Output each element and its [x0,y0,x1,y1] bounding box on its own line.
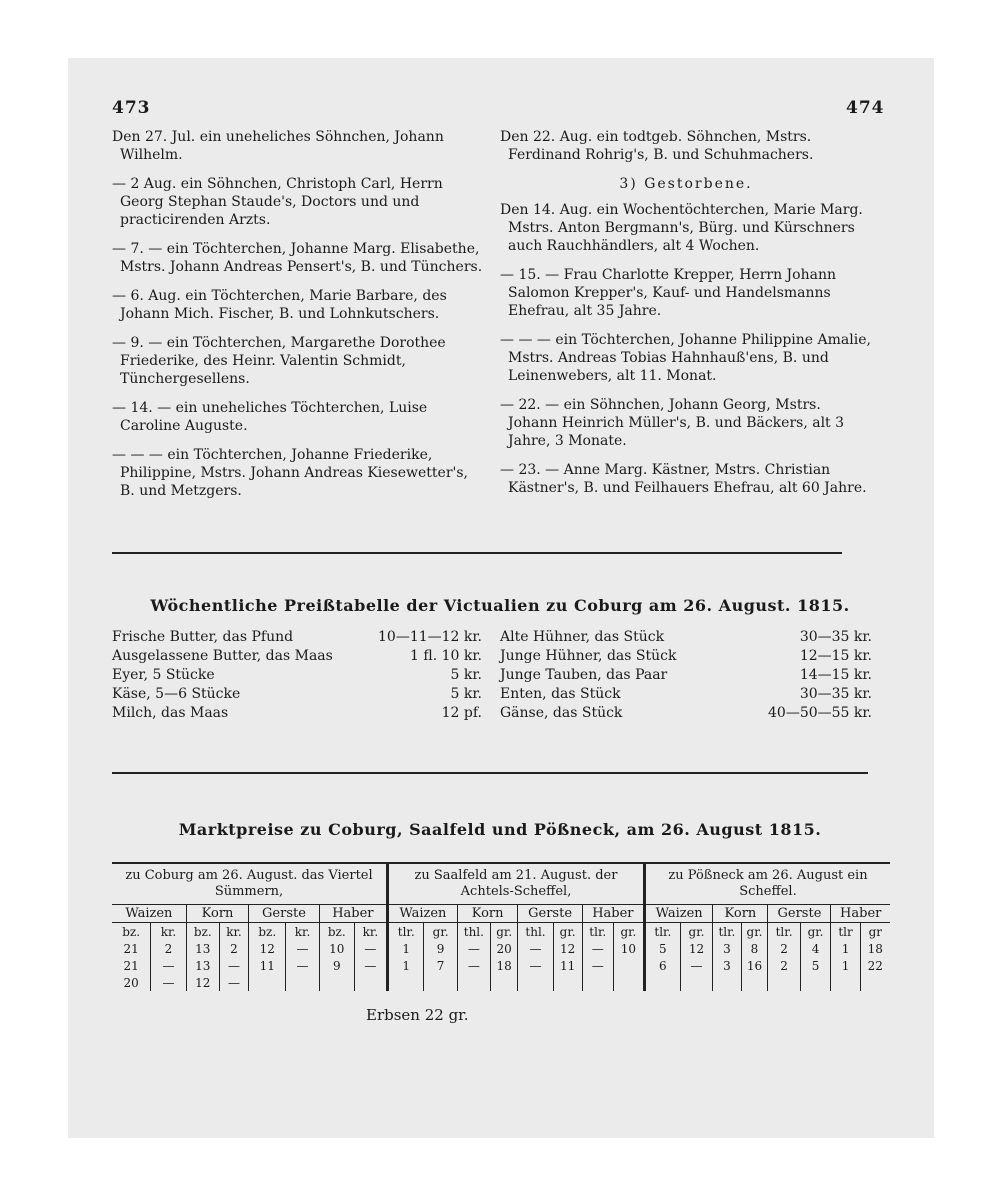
unit-label: tlr. [713,923,741,941]
table-cell: 18 [490,957,518,974]
table-cell: 12 [186,974,219,991]
unit-label: kr. [219,923,249,941]
divider-rule [112,772,868,774]
price-item: Gänse, das Stück [500,705,623,721]
unit-label: thl. [457,923,490,941]
table-cell [319,974,354,991]
entry: — 23. — Anne Marg. Kästner, Mstrs. Christian Kästner's, B. und Feilhauers Ehefrau, alt 60 Jahre. [500,462,867,496]
price-value: 30—35 kr. [799,686,872,702]
table-row [112,940,890,957]
table-cell [800,974,831,991]
entry: — 6. Aug. ein Töchterchen, Marie Barbare, des Johann Mich. Fischer, B. und Lohnkutschers. [112,288,447,322]
table-cell: 1 [388,940,424,957]
entry: — 15. — Frau Charlotte Krepper, Herrn Johann Salomon Krepper's, Kauf- und Handelsmanns Ehefrau, alt 35 Jahre. [500,267,836,319]
table-cell [354,974,387,991]
price-item: Eyer, 5 Stücke [112,667,215,683]
table-cell: 2 [219,940,249,957]
price-row [500,628,872,647]
unit-label: gr. [553,923,582,941]
price-row [500,685,872,704]
table-cell [831,974,860,991]
price-value: 40—50—55 kr. [768,705,872,721]
grain-header-row [112,905,890,923]
grain-label: Gerste [249,905,319,923]
price-value: 10—11—12 kr. [378,629,482,645]
table-cell: 7 [424,957,457,974]
table-cell: — [457,957,490,974]
table-cell: — [354,940,387,957]
table-cell: 2 [151,940,187,957]
table-cell: 4 [800,940,831,957]
unit-label: tlr. [388,923,424,941]
grain-label: Waizen [112,905,186,923]
table-cell: 11 [249,957,286,974]
table-row [112,974,890,991]
table-cell: — [457,940,490,957]
table-cell: 10 [613,940,644,957]
price-item: Ausgelassene Butter, das Maas [112,648,333,664]
table-cell: 13 [186,957,219,974]
table-cell [457,974,490,991]
price-row [500,666,872,685]
table-cell: 1 [831,940,860,957]
table-cell: 8 [741,940,768,957]
table-cell: 2 [768,940,800,957]
unit-label: tlr. [645,923,681,941]
entry: — 14. — ein uneheliches Töchterchen, Luise Caroline Auguste. [112,400,428,434]
price-row [112,685,482,704]
table-cell: 21 [123,941,139,956]
table-cell: — [680,957,713,974]
entry: — 2 Aug. ein Söhnchen, Christoph Carl, Herrn Georg Stephan Staude's, Doctors und und practicirenden Arzts. [112,176,443,228]
table-cell: 5 [645,940,681,957]
price-item: Junge Tauben, das Paar [500,667,668,683]
market-footer: Erbsen 22 gr. [366,1006,469,1024]
entry: — — — ein Töchterchen, Johanne Philippine Amalie, Mstrs. Andreas Tobias Hahnhauß'ens, B. und Leinenwebers, alt 11. Monat. [500,332,871,384]
right-column [500,128,872,508]
price-item: Alte Hühner, das Stück [500,629,665,645]
entry: Den 14. Aug. ein Wochentöchterchen, Marie Marg. Mstrs. Anton Bergmann's, Bürg. und Kürschners auch Rauchhändlers, alt 4 Wochen. [500,202,863,254]
table-cell: — [286,940,319,957]
table-cell: 5 [800,957,831,974]
table-cell [645,974,681,991]
section-heading: 3) Gestorbene. [619,176,753,192]
table-cell: — [518,957,553,974]
table-cell [249,974,286,991]
table-cell [424,974,457,991]
price-row [500,704,872,723]
table-cell: 20 [490,940,518,957]
unit-label: gr. [424,923,457,941]
unit-label: thl. [518,923,553,941]
unit-label: bz. [319,923,354,941]
table-cell: 22 [860,957,890,974]
unit-label: gr. [741,923,768,941]
table-cell: — [582,940,613,957]
table-cell [490,974,518,991]
table-cell: 3 [713,957,741,974]
unit-label: kr. [286,923,319,941]
unit-label: gr. [490,923,518,941]
table-cell [768,974,800,991]
table-cell: — [219,957,249,974]
grain-label: Gerste [518,905,582,923]
group-heading-coburg: zu Coburg am 26. August. das Viertel Sümmern, [112,863,388,905]
table-cell: 12 [680,940,713,957]
group-heading-poessneck: zu Pößneck am 26. August ein Scheffel. [645,863,891,905]
table-cell: 9 [424,940,457,957]
table-cell: 12 [553,940,582,957]
table-cell: 6 [645,957,681,974]
grain-label: Haber [831,905,890,923]
grain-label: Korn [457,905,518,923]
group-heading-saalfeld: zu Saalfeld am 21. August. der Achtels-Scheffel, [388,863,645,905]
table-cell [286,974,319,991]
unit-label: tlr. [582,923,613,941]
market-title: Marktpreise zu Coburg, Saalfeld und Pößneck, am 26. August 1815. [178,820,822,839]
price-item: Milch, das Maas [112,705,229,721]
price-value: 1 fl. 10 kr. [410,648,482,664]
price-row [112,647,482,666]
grain-label: Gerste [768,905,831,923]
entry: — 9. — ein Töchterchen, Margarethe Dorothee Friederike, des Heinr. Valentin Schmidt, Tünchergesellens. [112,335,446,387]
table-cell [680,974,713,991]
price-value: 12—15 kr. [799,648,872,664]
table-cell: 11 [553,957,582,974]
price-table-title: Wöchentliche Preißtabelle der Victualien zu Coburg am 26. August. 1815. [150,596,850,615]
grain-label: Haber [319,905,387,923]
table-cell [388,974,424,991]
price-value: 12 pf. [441,705,482,721]
table-cell [582,974,613,991]
table-cell: 1 [388,957,424,974]
unit-label: tlr [831,923,860,941]
price-row [500,647,872,666]
unit-label: gr [860,923,890,941]
table-cell: 2 [768,957,800,974]
table-cell: — [286,957,319,974]
table-cell [713,974,741,991]
price-item: Frische Butter, das Pfund [112,629,294,645]
unit-label: kr. [151,923,187,941]
table-cell: 1 [831,957,860,974]
table-cell [613,974,644,991]
unit-label: tlr. [768,923,800,941]
unit-row [112,923,890,941]
table-cell: 16 [741,957,768,974]
table-cell [518,974,553,991]
price-value: 5 kr. [450,667,482,683]
price-row [112,628,482,647]
table-cell [860,974,890,991]
table-cell: — [219,974,249,991]
divider-rule [112,552,842,554]
page-number-right: 474 [846,98,885,118]
unit-label: bz. [122,924,141,939]
price-row [112,704,482,723]
price-list-right [500,628,872,723]
table-cell: 9 [319,957,354,974]
left-column [112,128,484,511]
price-item: Junge Hühner, das Stück [500,648,677,664]
table-cell: 12 [249,940,286,957]
table-cell: 10 [319,940,354,957]
market-price-table [112,862,890,991]
table-cell [741,974,768,991]
price-row [112,666,482,685]
table-cell: 18 [860,940,890,957]
table-cell: 3 [713,940,741,957]
grain-label: Haber [582,905,644,923]
price-value: 5 kr. [450,686,482,702]
unit-label: kr. [354,923,387,941]
table-cell: 13 [186,940,219,957]
entry: — 7. — ein Töchterchen, Johanne Marg. Elisabethe, Mstrs. Johann Andreas Pensert's, B. und Tünchers. [112,241,483,275]
unit-label: bz. [249,923,286,941]
entry: Den 27. Jul. ein uneheliches Söhnchen, Johann Wilhelm. [112,129,444,163]
grain-label: Waizen [388,905,458,923]
price-list-left [112,628,482,723]
table-cell [553,974,582,991]
table-cell: — [518,940,553,957]
price-value: 30—35 kr. [799,629,872,645]
page-number-left: 473 [112,98,151,118]
price-value: 14—15 kr. [799,667,872,683]
table-cell: 20 [123,975,139,990]
grain-label: Waizen [645,905,713,923]
price-item: Käse, 5—6 Stücke [112,686,241,702]
unit-label: gr. [680,923,713,941]
unit-label: gr. [613,923,644,941]
entry: Den 22. Aug. ein todtgeb. Söhnchen, Mstrs. Ferdinand Rohrig's, B. und Schuhmachers. [500,129,814,163]
grain-label: Korn [713,905,768,923]
table-cell: — [151,957,187,974]
table-cell: — [582,957,613,974]
unit-label: bz. [186,923,219,941]
entry: — — — ein Töchterchen, Johanne Friederike, Philippine, Mstrs. Johann Andreas Kiesewetter's, B. und Metzgers. [112,447,469,499]
table-cell [613,957,644,974]
grain-label: Korn [186,905,248,923]
table-cell: 21 [123,958,139,973]
table-row [112,957,890,974]
price-item: Enten, das Stück [500,686,621,702]
unit-label: gr. [800,923,831,941]
table-cell: — [151,974,187,991]
table-cell: — [354,957,387,974]
entry: — 22. — ein Söhnchen, Johann Georg, Mstrs. Johann Heinrich Müller's, B. und Bäckers, alt 3 Jahre, 3 Monate. [500,397,845,449]
